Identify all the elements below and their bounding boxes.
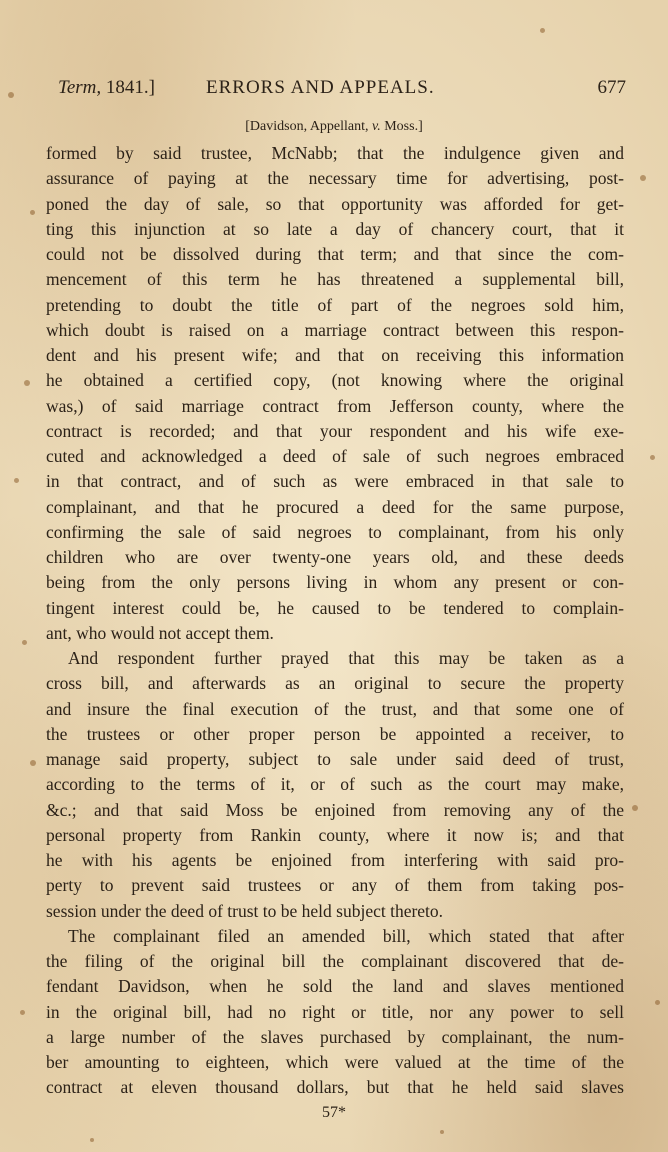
text-line: children who are over twenty-one years old, and these deeds xyxy=(46,547,624,567)
case-name xyxy=(0,118,668,136)
text-line: being from the only persons living in whom any present or con- xyxy=(46,572,624,593)
text-line: ant, who would not accept them. xyxy=(46,622,274,643)
foxing-stain xyxy=(632,805,638,811)
text-line: tingent interest could be, he caused to be tendered to complain- xyxy=(46,597,624,618)
text-line: and insure the final execution of the trust, and that some one of xyxy=(46,698,624,719)
text-line: which doubt is raised on a marriage contract between this respon- xyxy=(46,319,624,340)
text-line: according to the terms of it, or of such as the court may make, xyxy=(46,774,624,795)
foxing-stain xyxy=(30,210,35,215)
text-line: contract is recorded; and that your respondent and his wife exe- xyxy=(46,420,624,441)
case-name-close: Moss.] xyxy=(384,119,423,134)
text-line: complainant, and that he procured a deed for the same purpose, xyxy=(46,496,624,517)
text-line: could not be dissolved during that term; and that since the com- xyxy=(46,244,624,264)
text-line: perty to prevent said trustees or any of them from taking pos- xyxy=(46,875,624,896)
text-line: fendant Davidson, when he sold the land and slaves mentioned xyxy=(46,976,624,997)
foxing-stain xyxy=(24,380,30,386)
text-line: the filing of the original bill the complainant discovered that de- xyxy=(46,951,624,971)
text-line: And respondent further prayed that this may be taken as a xyxy=(68,648,624,668)
text-line: ting this injunction at so late a day of chancery court, that it xyxy=(46,218,624,239)
foxing-stain xyxy=(440,1130,444,1134)
text-line: confirming the sale of said negroes to complainant, from his only xyxy=(46,521,624,542)
text-line: in that contract, and of such as were embraced in that sale to xyxy=(46,471,624,492)
term-year xyxy=(58,76,155,100)
text-line: formed by said trustee, McNabb; that the indulgence given and xyxy=(46,143,624,163)
text-line: he with his agents be enjoined from interfering with said pro- xyxy=(46,850,624,870)
text-line: pretending to doubt the title of part of the negroes sold him, xyxy=(46,294,624,315)
text-line: cuted and acknowledged a deed of sale of such negroes embraced xyxy=(46,446,624,466)
signature-mark: 57* xyxy=(322,1104,346,1121)
foxing-stain xyxy=(8,92,14,98)
foxing-stain xyxy=(90,1138,94,1142)
page-header xyxy=(58,76,626,100)
text-line: poned the day of sale, so that opportunity was afforded for get- xyxy=(46,193,624,214)
foxing-stain xyxy=(655,1000,660,1005)
text-line: session under the deed of trust to be held subject thereto. xyxy=(46,900,444,921)
text-line: in the original bill, had no right or title, nor any power to sell xyxy=(46,1001,624,1022)
text-line: &c.; and that said Moss be enjoined from removing any of the xyxy=(46,799,624,820)
foxing-stain xyxy=(20,1010,25,1015)
text-line: contract at eleven thousand dollars, but that he held said slaves xyxy=(46,1077,624,1098)
body-text xyxy=(46,141,624,1101)
page-number: 677 xyxy=(597,77,626,98)
foxing-stain xyxy=(650,455,655,460)
case-name-open: [Davidson, Appellant, xyxy=(245,119,369,134)
year-label: 1841.] xyxy=(105,77,155,98)
foxing-stain xyxy=(30,760,36,766)
text-line: mencement of this term he has threatened a supplemental bill, xyxy=(46,269,624,290)
text-line: dent and his present wife; and that on receiving this information xyxy=(46,345,624,365)
text-line: cross bill, and afterwards as an original to secure the property xyxy=(46,673,624,694)
text-line: assurance of paying at the necessary time for advertising, post- xyxy=(46,168,624,189)
text-line: he obtained a certified copy, (not knowing where the original xyxy=(46,370,624,391)
text-line: ber amounting to eighteen, which were valued at the time of the xyxy=(46,1052,624,1072)
text-line: was,) of said marriage contract from Jefferson county, where the xyxy=(46,395,624,416)
text-line: the trustees or other proper person be appointed a receiver, to xyxy=(46,723,624,744)
case-name-v: v. xyxy=(372,119,381,134)
foxing-stain xyxy=(22,640,27,645)
text-line: personal property from Rankin county, where it now is; and that xyxy=(46,824,624,845)
term-label: Term, xyxy=(58,77,102,98)
foxing-stain xyxy=(540,28,545,33)
foxing-stain xyxy=(640,175,646,181)
text-line: manage said property, subject to sale under said deed of trust, xyxy=(46,749,624,769)
page-title: ERRORS AND APPEALS. xyxy=(206,77,435,98)
text-line: a large number of the slaves purchased by complainant, the num- xyxy=(46,1026,624,1047)
foxing-stain xyxy=(14,478,19,483)
text-line: The complainant filed an amended bill, which stated that after xyxy=(68,925,624,946)
